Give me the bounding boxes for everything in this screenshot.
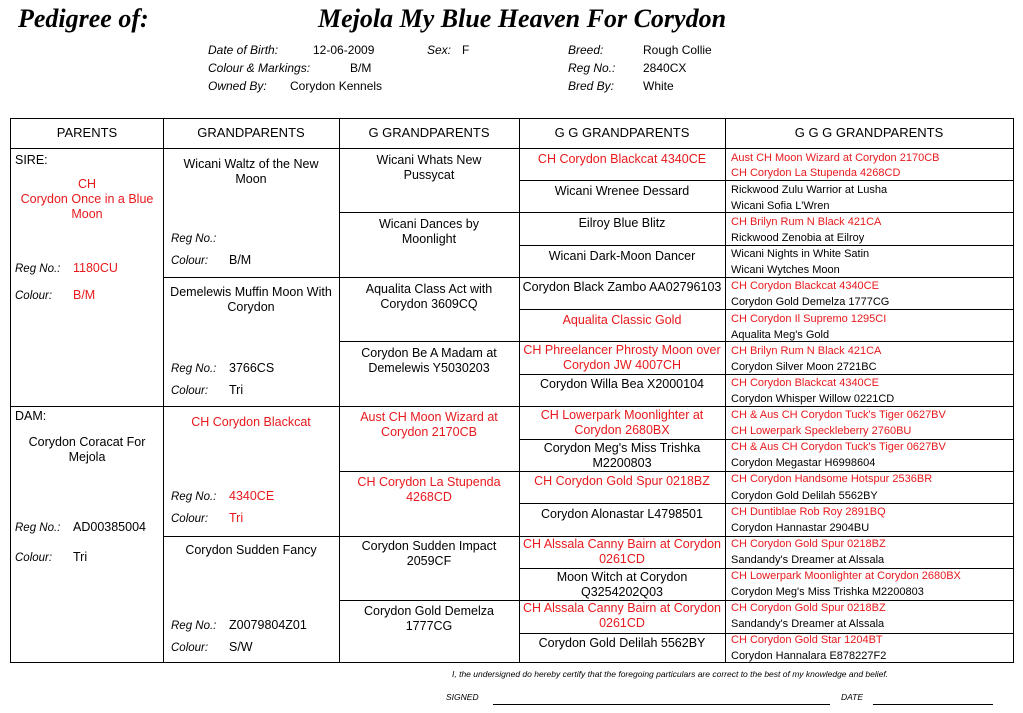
ggg-grandparent-name: CH Brilyn Rum N Black 421CA xyxy=(731,216,882,228)
dam-colour: Tri xyxy=(73,550,88,564)
gg-grandparent-name: CH Alssala Canny Bairn at Corydon 0261CD xyxy=(522,537,721,566)
dob-value: 12-06-2009 xyxy=(313,43,375,57)
gg-grandparent-name: CH Corydon Gold Spur 0218BZ xyxy=(534,474,710,488)
ggg-grandparent-name: CH Corydon Handsome Hotspur 2536BR xyxy=(731,473,933,485)
ggg-grandparent-name: Aust CH Moon Wizard at Corydon 2170CB xyxy=(731,152,940,164)
row-divider-gggp xyxy=(519,503,1013,504)
grandparent-name: Demelewis Muffin Moon With Corydon xyxy=(170,285,332,314)
dob-label: Date of Birth: xyxy=(208,43,279,57)
ggg-grandparent-name: Rickwood Zulu Warrior at Lusha xyxy=(731,184,888,196)
grandparent-name: Corydon Sudden Fancy xyxy=(185,543,317,557)
ggg-grandparent-name: Sandandy's Dreamer at Alssala xyxy=(731,618,885,630)
gg-grandparent-name: Aqualita Classic Gold xyxy=(562,313,682,327)
reg-label: Reg No.: xyxy=(171,363,217,375)
ggg-grandparent-name: Rickwood Zenobia at Eilroy xyxy=(731,232,865,244)
header-gg-grandparents: G G GRANDPARENTS xyxy=(554,125,690,140)
row-divider-ggp xyxy=(339,212,1013,213)
signed-label: SIGNED xyxy=(446,692,479,702)
dam-reg-row xyxy=(15,521,60,536)
breed-label: Breed: xyxy=(568,43,604,57)
colour-label: Colour: xyxy=(171,385,209,397)
ggg-grandparent-name: CH & Aus CH Corydon Tuck's Tiger 0627BV xyxy=(731,441,946,453)
gp-colour-label xyxy=(171,254,208,269)
date-line[interactable] xyxy=(873,704,993,705)
g-grandparent-name: Aust CH Moon Wizard at Corydon 2170CB xyxy=(360,410,498,439)
ggg-grandparent-name: Corydon Hannastar 2904BU xyxy=(731,522,870,534)
gg-grandparent-name: Wicani Dark-Moon Dancer xyxy=(548,249,696,263)
colour-label: Colour & Markings: xyxy=(208,61,311,75)
colour-label: Colour: xyxy=(171,642,209,654)
row-divider-gggp xyxy=(519,245,1013,246)
row-divider-parents xyxy=(11,406,1013,407)
gp-colour-label xyxy=(171,512,208,527)
row-divider-gggp xyxy=(519,309,1013,310)
gg-grandparent-name: Corydon Black Zambo AA02796103 xyxy=(522,280,722,294)
reg-label: Reg No.: xyxy=(171,233,217,245)
gp-reg: 4340CE xyxy=(229,489,275,503)
gg-grandparent-name: CH Corydon Blackcat 4340CE xyxy=(537,152,707,166)
gp-reg: Z0079804Z01 xyxy=(229,618,307,632)
bredby-label: Bred By: xyxy=(568,79,615,93)
dam-colour-row xyxy=(15,551,52,566)
gg-grandparent-name: Corydon Alonastar L4798501 xyxy=(541,507,703,521)
g-grandparent-name: Aqualita Class Act with Corydon 3609CQ xyxy=(365,282,493,311)
ggg-grandparent-name: Corydon Megastar H6998604 xyxy=(731,457,876,469)
sire-reg-row xyxy=(15,262,60,277)
g-grandparent-name: Corydon Be A Madam at Demelewis Y5030203 xyxy=(361,346,497,375)
colour-label: Colour: xyxy=(15,290,53,302)
colour-value: B/M xyxy=(350,61,372,75)
sire-label: SIRE: xyxy=(15,153,48,167)
ggg-grandparent-name: CH Corydon La Stupenda 4268CD xyxy=(731,167,901,179)
row-divider-gggp xyxy=(519,180,1013,181)
gg-grandparent-name: CH Alssala Canny Bairn at Corydon 0261CD xyxy=(522,601,721,630)
gp-colour: Tri xyxy=(229,511,244,525)
colour-label: Colour: xyxy=(171,255,209,267)
ggg-grandparent-name: Corydon Whisper Willow 0221CD xyxy=(731,393,895,405)
sire-name: CH Corydon Once in a Blue Moon xyxy=(20,177,154,221)
gp-reg-label xyxy=(171,619,216,634)
bredby-value: White xyxy=(643,79,674,93)
reg-label: Reg No.: xyxy=(15,263,61,275)
reg-value: 2840CX xyxy=(643,61,687,75)
ggg-grandparent-name: CH Lowerpark Speckleberry 2760BU xyxy=(731,425,912,437)
g-grandparent-name: CH Corydon La Stupenda 4268CD xyxy=(357,475,501,504)
grandparent-name: CH Corydon Blackcat xyxy=(191,415,311,429)
header-parents: PARENTS xyxy=(56,125,118,140)
dob-row xyxy=(208,43,278,57)
gg-grandparent-name: Corydon Gold Delilah 5562BY xyxy=(538,636,706,650)
owned-label: Owned By: xyxy=(208,79,267,93)
sire-colour: B/M xyxy=(73,288,96,302)
gp-colour-label xyxy=(171,384,208,399)
row-divider-gggp xyxy=(519,374,1013,375)
colour-label: Colour: xyxy=(15,552,53,564)
grandparent-name: Wicani Waltz of the New Moon xyxy=(183,157,319,186)
ggg-grandparent-name: Wicani Nights in White Satin xyxy=(731,248,870,260)
dam-reg: AD00385004 xyxy=(73,520,146,534)
reg-label: Reg No.: xyxy=(171,491,217,503)
ggg-grandparent-name: CH Corydon Blackcat 4340CE xyxy=(731,377,879,389)
sire-colour-row xyxy=(15,289,52,304)
col-divider xyxy=(339,119,340,662)
row-divider-gp xyxy=(163,277,1013,278)
reg-label: Reg No.: xyxy=(171,620,217,632)
ggg-grandparent-name: CH Corydon Il Supremo 1295CI xyxy=(731,313,887,325)
dam-name: Corydon Coracat For Mejola xyxy=(28,435,146,464)
ggg-grandparent-name: CH Lowerpark Moonlighter at Corydon 2680BX xyxy=(731,570,961,582)
ggg-grandparent-name: CH Corydon Gold Star 1204BT xyxy=(731,634,883,646)
ggg-grandparent-name: Sandandy's Dreamer at Alssala xyxy=(731,554,885,566)
gg-grandparent-name: Eilroy Blue Blitz xyxy=(578,216,666,230)
ggg-grandparent-name: Wicani Wytches Moon xyxy=(731,264,840,276)
g-grandparent-name: Corydon Gold Demelza 1777CG xyxy=(364,604,494,633)
gg-grandparent-name: CH Phreelancer Phrosty Moon over Corydon JW 4007CH xyxy=(523,343,721,372)
reg-label: Reg No.: xyxy=(15,522,61,534)
gp-colour: S/W xyxy=(229,640,253,654)
reg-label: Reg No.: xyxy=(568,61,616,75)
ggg-grandparent-name: Corydon Gold Delilah 5562BY xyxy=(731,490,878,502)
breed-value: Rough Collie xyxy=(643,43,712,57)
gp-reg-label xyxy=(171,362,216,377)
ggg-grandparent-name: CH Corydon Gold Spur 0218BZ xyxy=(731,538,886,550)
row-divider-ggp xyxy=(339,341,1013,342)
dog-name-title: Mejola My Blue Heaven For Corydon xyxy=(318,4,727,33)
pedigree-title-label: Pedigree of: xyxy=(18,4,149,33)
g-grandparent-name: Wicani Dances by Moonlight xyxy=(378,217,480,246)
col-divider xyxy=(519,119,520,662)
ggg-grandparent-name: CH Duntiblae Rob Roy 2891BQ xyxy=(731,506,886,518)
gg-grandparent-name: Moon Witch at Corydon Q3254202Q03 xyxy=(556,570,688,599)
col-divider xyxy=(725,119,726,662)
signature-line[interactable] xyxy=(493,704,830,705)
gp-reg-label xyxy=(171,490,216,505)
gp-colour: Tri xyxy=(229,383,244,397)
sire-reg: 1180CU xyxy=(73,261,118,275)
pedigree-table xyxy=(10,118,1014,663)
gg-grandparent-name: CH Lowerpark Moonlighter at Corydon 2680BX xyxy=(540,408,704,437)
ggg-grandparent-name: CH Corydon Gold Spur 0218BZ xyxy=(731,602,886,614)
gg-grandparent-name: Corydon Meg's Miss Trishka M2200803 xyxy=(543,441,701,470)
ggg-grandparent-name: Corydon Silver Moon 2721BC xyxy=(731,361,877,373)
ggg-grandparent-name: Wicani Sofia L'Wren xyxy=(731,200,830,212)
g-grandparent-name: Corydon Sudden Impact 2059CF xyxy=(361,539,497,568)
sex-label: Sex: xyxy=(427,43,452,57)
col-divider xyxy=(163,119,164,662)
ggg-grandparent-name: CH & Aus CH Corydon Tuck's Tiger 0627BV xyxy=(731,409,946,421)
owned-value: Corydon Kennels xyxy=(290,79,383,93)
header-g-grandparents: G GRANDPARENTS xyxy=(368,125,490,140)
gp-colour: B/M xyxy=(229,253,252,267)
sex-value: F xyxy=(462,43,470,57)
date-label: DATE xyxy=(841,692,864,702)
ggg-grandparent-name: Corydon Gold Demelza 1777CG xyxy=(731,296,890,308)
g-grandparent-name: Wicani Whats New Pussycat xyxy=(376,153,482,182)
ggg-grandparent-name: Aqualita Meg's Gold xyxy=(731,329,830,341)
ggg-grandparent-name: CH Corydon Blackcat 4340CE xyxy=(731,280,879,292)
ggg-grandparent-name: Corydon Meg's Miss Trishka M2200803 xyxy=(731,586,924,598)
gp-reg: 3766CS xyxy=(229,361,275,375)
header-ggg-grandparents: G G G GRANDPARENTS xyxy=(794,125,944,140)
ggg-grandparent-name: CH Brilyn Rum N Black 421CA xyxy=(731,345,882,357)
ggg-grandparent-name: Corydon Hannalara E878227F2 xyxy=(731,650,887,662)
certify-statement: I, the undersigned do hereby certify that the foregoing particulars are correct to the best of my knowledge and belief. xyxy=(452,669,889,679)
gp-reg-label xyxy=(171,232,216,247)
colour-label: Colour: xyxy=(171,513,209,525)
header-grandparents: GRANDPARENTS xyxy=(197,125,305,140)
gg-grandparent-name: Wicani Wrenee Dessard xyxy=(554,184,690,198)
gg-grandparent-name: Corydon Willa Bea X2000104 xyxy=(540,377,704,391)
gp-colour-label xyxy=(171,641,208,656)
dam-label: DAM: xyxy=(15,409,47,423)
